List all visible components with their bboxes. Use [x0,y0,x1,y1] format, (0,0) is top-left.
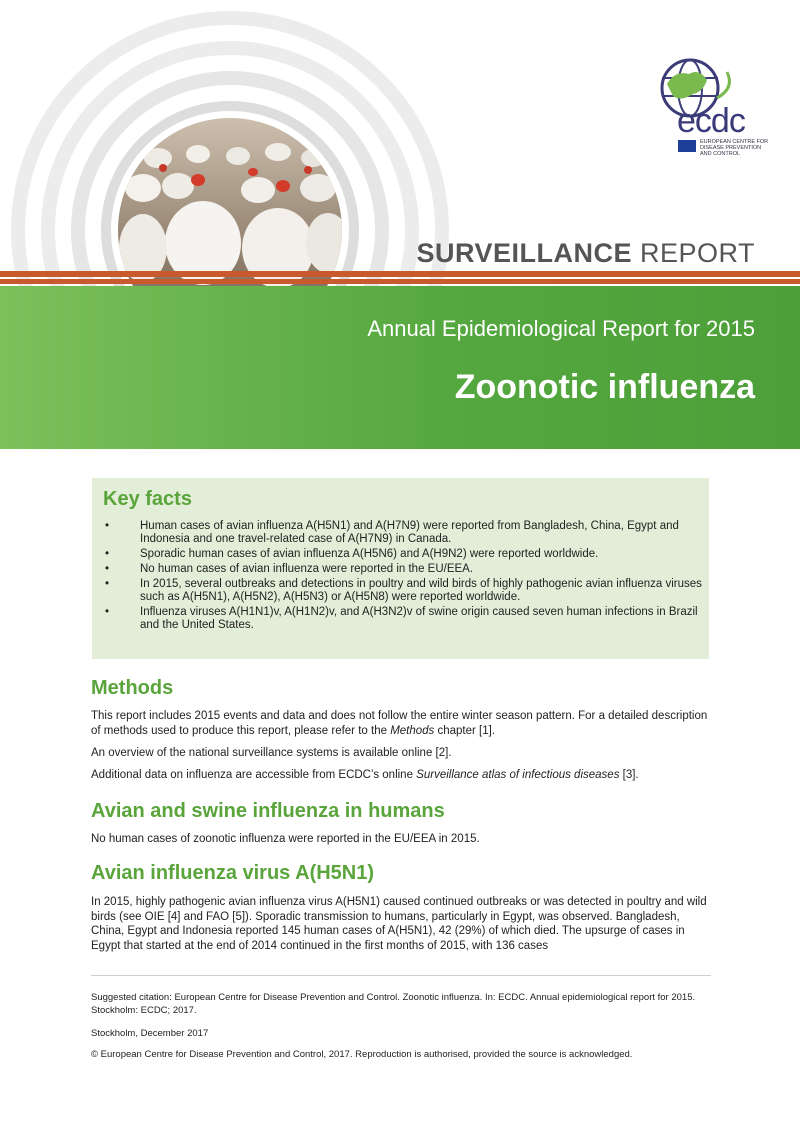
key-fact-item: • No human cases of avian influenza were reported in the EU/EEA. [102,563,702,576]
methods-p1-end: chapter [1]. [434,724,496,737]
eu-flag-icon [678,140,696,152]
h5n1-heading: Avian influenza virus A(H5N1) [91,862,375,884]
key-fact-item: • Human cases of avian influenza A(H5N1) and A(H7N9) were reported from Bangladesh, China, Egypt and Indonesia and one travel-related case of A(H7N9) in Canada. [102,520,702,546]
report-subtitle: Annual Epidemiological Report for 2015 [367,316,755,341]
key-fact-item: • Influenza viruses A(H1N1)v, A(H1N2)v, and A(H3N2)v of swine origin caused seven human infections in Brazil and the United States. [102,606,702,632]
methods-heading: Methods [91,677,174,699]
methods-p3-end: [3]. [619,769,639,781]
humans-heading: Avian and swine influenza in humans [91,800,445,822]
report-type-bold: SURVEILLANCE [416,238,632,268]
logo-caption: EUROPEAN CENTRE FOR DISEASE PREVENTION AND CONTROL [700,139,769,157]
report-title: Zoonotic influenza [454,368,755,406]
key-facts-box [92,478,709,659]
copyright-notice: © European Centre for Disease Prevention and Control, 2017. Reproduction is authorised, provided the source is acknowledged. [91,1049,633,1060]
methods-paragraph-3 [91,768,711,783]
report-type [416,238,755,269]
methods-paragraph-2: An overview of the national surveillance systems is available online [2]. [91,747,452,759]
orange-rule-bottom [0,279,800,284]
suggested-citation: Suggested citation: European Centre for Disease Prevention and Control. Zoonotic influenza. In: ECDC. Annual epidemiological report for 2015. Stockholm: ECDC; 2017. [91,992,696,1016]
orange-rule-top [0,271,800,277]
humans-paragraph: No human cases of zoonotic influenza were reported in the EU/EEA in 2015. [91,833,480,845]
place-date: Stockholm, December 2017 [91,1028,209,1039]
ecdc-logo-text: ecdc [677,102,745,140]
methods-p3-text: Additional data on influenza are accessible from ECDC’s online [91,769,417,781]
methods-link: Methods [390,724,435,737]
key-fact-item: • Sporadic human cases of avian influenza A(H5N6) and A(H9N2) were reported worldwide. [102,548,702,561]
key-fact-item: • In 2015, several outbreaks and detections in poultry and wild birds of highly pathogenic avian influenza viruses such as A(H5N1), A(H5N2), A(H5N3) or A(H5N8) were reported worldwide. [102,578,702,604]
h5n1-paragraph: In 2015, highly pathogenic avian influenza virus A(H5N1) caused continued outbreaks or was detected in poultry and wild birds (see OIE [4] and FAO [5]). Sporadic transmission to humans, particularly in Egypt, was observed. Bangladesh, China, Egypt and Indonesia reported 145 human cases of A(H5N1), 42 (29%) of which died. The upsurge of cases in Egypt that started at the end of 2014 continued in the first months of 2015, with 136 cases [91,896,707,952]
report-type-rest: REPORT [631,238,755,268]
methods-paragraph-1 [91,709,711,738]
methods-p1-text: This report includes 2015 events and data and does not follow the entire winter season pattern. For a detailed description of methods used to produce this report, please refer to the [91,710,708,737]
key-facts-heading: Key facts [103,488,192,510]
atlas-link: Surveillance atlas of infectious diseases [416,769,620,781]
footer-divider [91,975,711,976]
key-facts-list [102,520,702,634]
